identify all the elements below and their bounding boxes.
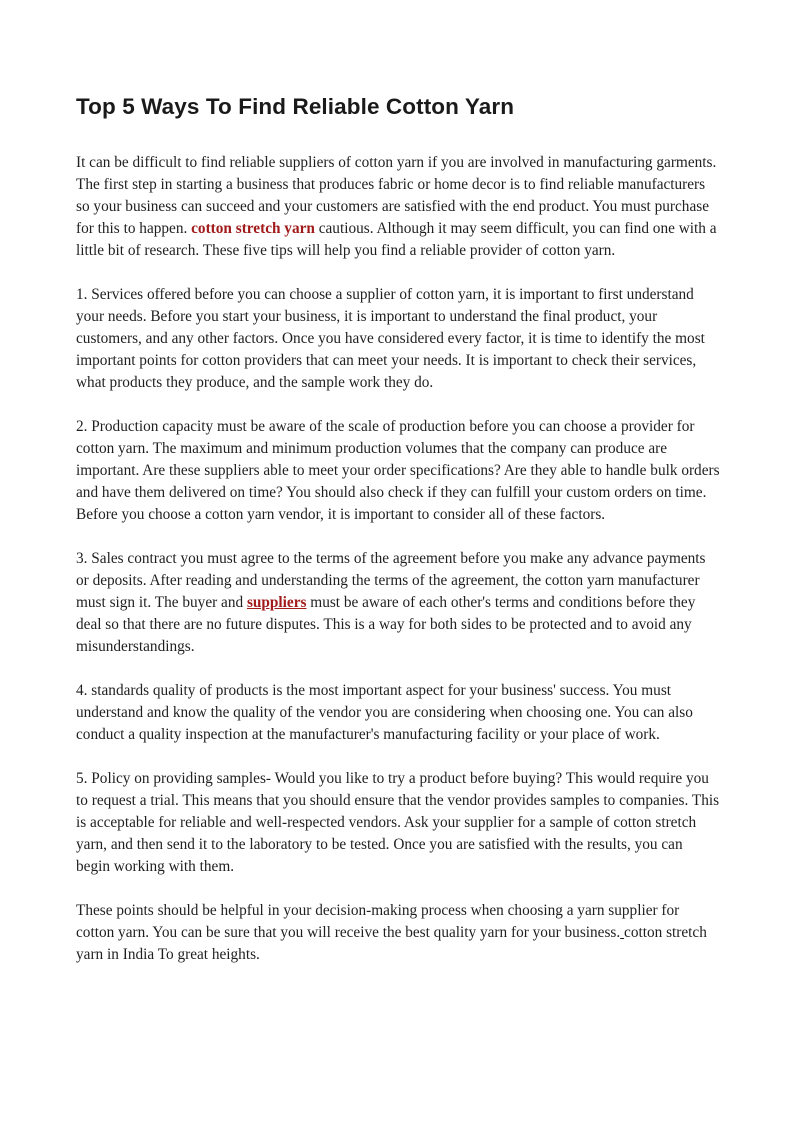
intro-paragraph	[76, 152, 720, 262]
point-2-paragraph: 2. Production capacity must be aware of the scale of production before you can choose a provider for cotton yarn. The maximum and minimum production volumes that the company can produce are important. Are these suppliers able to meet your order specifications? Are they able to handle bulk orders and have them delivered on time? You should also check if they can fulfill your custom orders on time. Before you choose a cotton yarn vendor, it is important to consider all of these factors.	[76, 418, 720, 523]
conclusion-text-start: These points should be helpful in your decision-making process when choosing a yarn supplier for cotton yarn. You can be sure that you will receive the best quality yarn for your business.	[76, 902, 680, 941]
cotton-stretch-yarn-link[interactable]: cotton stretch yarn	[191, 220, 315, 237]
point-5-paragraph: 5. Policy on providing samples- Would you like to try a product before buying? This would require you to request a trial. This means that you should ensure that the vendor provides samples to companies. This is acceptable for reliable and well-respected vendors. Ask your supplier for a sample of cotton stretch yarn, and then send it to the laboratory to be tested. Once you are satisfied with the results, you can begin working with them.	[76, 770, 720, 875]
point-4-paragraph: 4. standards quality of products is the most important aspect for your business' success. You must understand and know the quality of the vendor you are considering when choosing one. You can also conduct a quality inspection at the manufacturer's manufacturing facility or your place of work.	[76, 682, 693, 743]
conclusion-text-end: cotton stretch yarn in India To great heights.	[76, 924, 707, 963]
point-1-paragraph: 1. Services offered before you can choose a supplier of cotton yarn, it is important to first understand your needs. Before you start your business, it is important to understand the final product, your customers, and any other factors. Once you have considered every factor, it is time to identify the most important points for cotton providers that can meet your needs. It is important to check their services, what products they produce, and the sample work they do.	[76, 286, 705, 391]
intro-text-start: It can be difficult to find reliable suppliers of cotton yarn if you are involved in manufacturing garments. The first step in starting a business that produces fabric or home decor is to find reliable manufacturers so your business can succeed and your customers are satisfied with the end product. You must purchase for this to happen.	[76, 154, 717, 237]
point-3-paragraph	[76, 548, 720, 658]
point-3-text-start: 3. Sales contract you must agree to the terms of the agreement before you make any advance payments or deposits. After reading and understanding the terms of the agreement, the cotton yarn manufacturer must sign it. The buyer and	[76, 550, 706, 611]
suppliers-link[interactable]: suppliers	[246, 594, 307, 611]
document-page	[76, 92, 720, 988]
intro-text-end: cautious. Although it may seem difficult, you can find one with a little bit of research. These five tips will help you find a reliable provider of cotton yarn.	[76, 220, 717, 259]
conclusion-paragraph	[76, 900, 720, 966]
article-title: Top 5 Ways To Find Reliable Cotton Yarn	[76, 94, 515, 119]
point-3-text-end: must be aware of each other's terms and conditions before they deal so that there are no future disputes. This is a way for both sides to be protected and to avoid any misunderstandings.	[76, 594, 696, 655]
